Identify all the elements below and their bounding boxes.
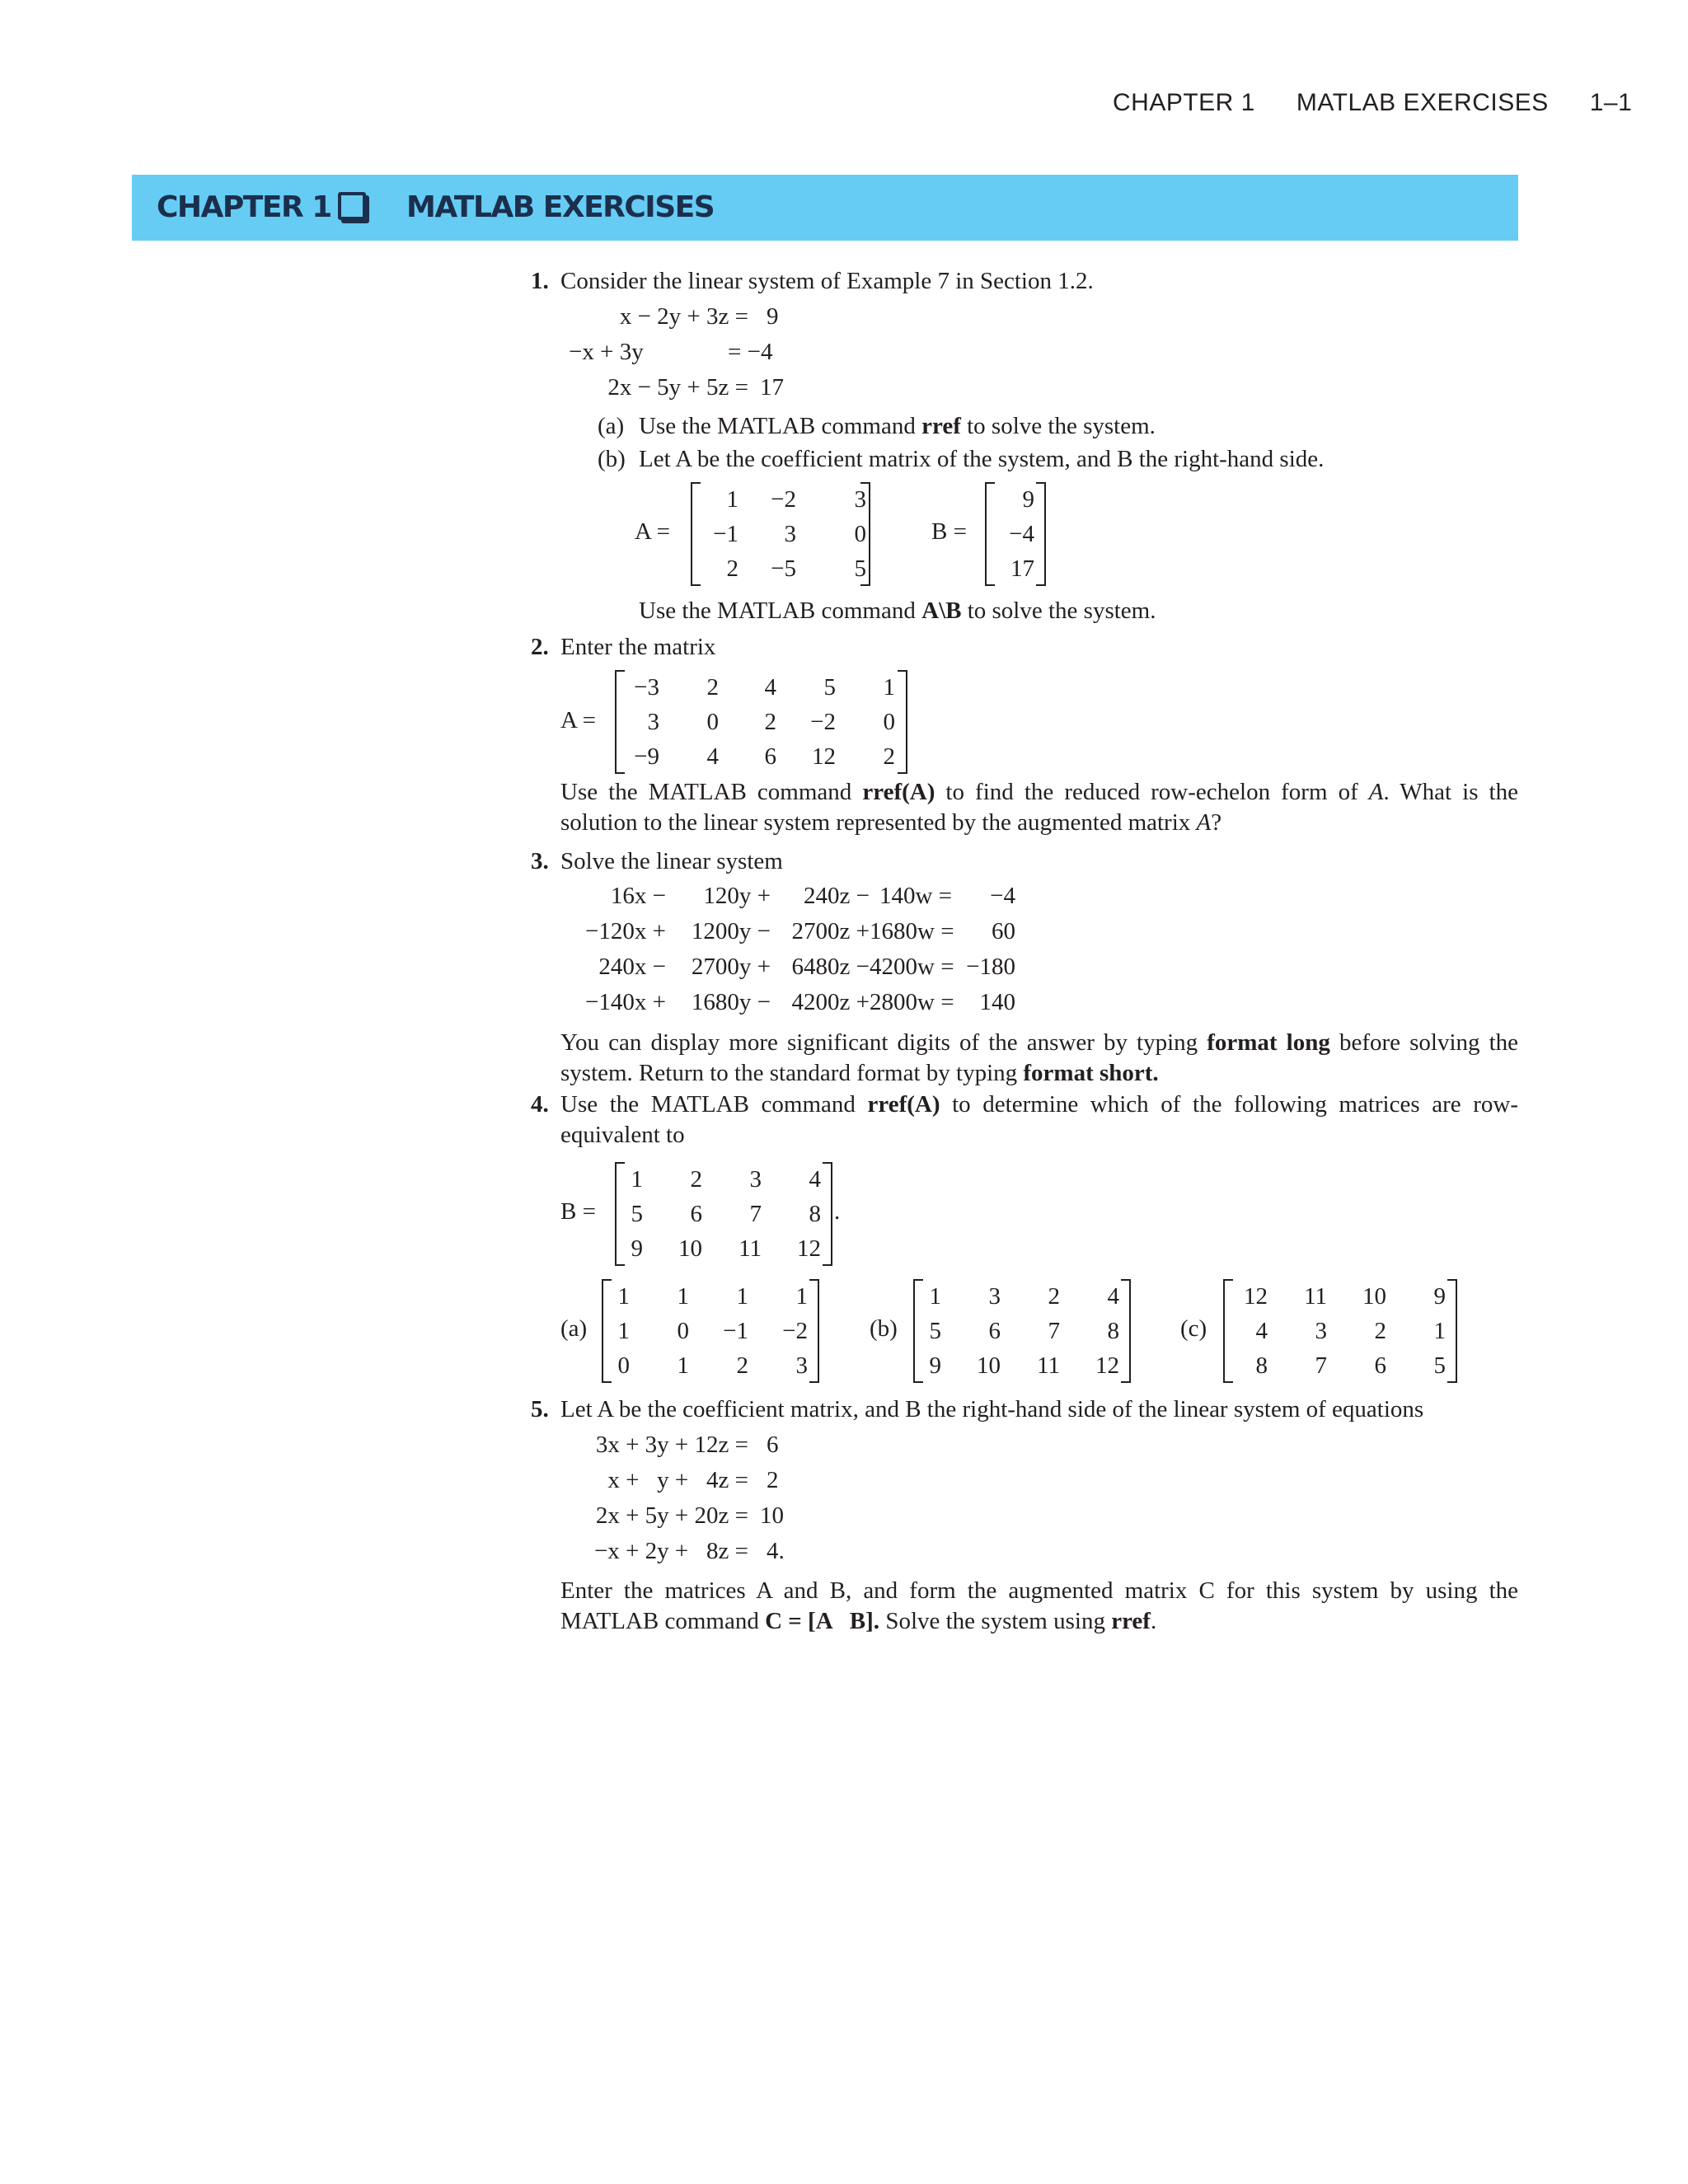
exercise-4-number: 4.: [531, 1091, 549, 1118]
exercise-5-number: 5.: [531, 1396, 549, 1422]
matrix-a: 1 −2 3 −1 3 0 2 −5 5: [691, 482, 866, 586]
exercise-1-intro: Consider the linear system of Example 7 in Section 1.2.: [560, 268, 1094, 294]
equation-lhs: 2x − 5y + 5z =: [607, 374, 748, 401]
equation-rhs: 140: [979, 989, 1015, 1015]
equation-rhs: −180: [966, 954, 1015, 980]
equation-term: 4200w =: [870, 954, 954, 980]
part-b-text: Let A be the coefficient matrix of the system, and B the right-hand side.: [639, 446, 1325, 472]
right-bracket: [809, 1279, 819, 1383]
equation-rhs: = −4: [728, 339, 773, 365]
equation-term: 1680y −: [691, 989, 771, 1015]
option-c-label: (c): [1180, 1315, 1207, 1342]
page-number: 1–1: [1589, 89, 1633, 116]
left-bracket: [1223, 1279, 1233, 1383]
matrix-a-label: A =: [560, 707, 596, 733]
equation-term: 120y +: [703, 883, 771, 909]
running-head: [1071, 89, 1633, 117]
equation-lhs: x − 2y + 3z =: [619, 303, 748, 330]
equation-term: −140x +: [585, 989, 666, 1015]
banner-chapter: CHAPTER 1: [157, 190, 331, 224]
equation-lhs: −x + 3y: [569, 339, 644, 365]
equation-rhs: 4.: [767, 1538, 785, 1564]
equation-rhs: 6: [767, 1432, 779, 1458]
exercise-5-intro: Let A be the coefficient matrix, and B the right-hand side of the linear system of equations: [560, 1396, 1424, 1422]
equation-rhs: 17: [760, 374, 784, 401]
equation-lhs: x + y + 4z =: [607, 1467, 748, 1493]
option-b-matrix: 1 3 2 4 5 6 7 8 9 10 11 12: [913, 1279, 1119, 1383]
right-bracket: [1036, 482, 1046, 586]
equation-term: 16x −: [610, 883, 666, 909]
part-b-label: (b): [598, 446, 626, 472]
exercise-3-intro: Solve the linear system: [560, 848, 783, 874]
checkbox-icon: [338, 192, 366, 220]
running-head-section: MATLAB EXERCISES: [1296, 89, 1549, 116]
option-a-matrix: 1 1 1 1 1 0 −1 −2 0 1 2 3: [602, 1279, 808, 1383]
matrix-b: 1 2 3 4 5 6 7 8 9 10 11 12 .: [615, 1162, 821, 1266]
equation-term: 6480z −: [791, 954, 870, 980]
equation-term: 1200y −: [691, 918, 771, 944]
equation-term: 240z −: [804, 883, 870, 909]
period: .: [834, 1198, 841, 1225]
option-a-label: (a): [560, 1315, 588, 1342]
left-bracket: [691, 482, 701, 586]
equation-term: 140w =: [879, 883, 952, 909]
right-bracket: [823, 1162, 832, 1266]
matrix-b-label: B =: [931, 518, 967, 545]
equation-rhs: 10: [760, 1502, 784, 1529]
banner-title: MATLAB EXERCISES: [406, 190, 715, 224]
equation-term: 2700y +: [691, 954, 771, 980]
option-b-label: (b): [870, 1315, 898, 1342]
exercise-3-text: You can display more significant digits of the answer by typing format long before solving the system. Return to the standard format by typing format short.: [560, 1029, 1519, 1086]
exercise-2-number: 2.: [531, 634, 549, 660]
matrix-b-label: B =: [560, 1198, 596, 1225]
exercise-1-after: Use the MATLAB command A\B to solve the system.: [639, 598, 1156, 624]
equation-term: 1680w =: [870, 918, 954, 944]
matrix-a-label: A =: [635, 518, 670, 545]
right-bracket: [860, 482, 870, 586]
matrix-b: 9 −4 17: [985, 482, 1034, 586]
equation-rhs: −4: [990, 883, 1015, 909]
matrix-a: −3 2 4 5 1 3 0 2 −2 0 −9 4 6 12 2: [615, 670, 895, 774]
right-bracket: [898, 670, 907, 774]
part-a-label: (a): [598, 413, 625, 439]
left-bracket: [615, 1162, 625, 1266]
exercise-3-number: 3.: [531, 848, 549, 874]
chapter-banner: [132, 175, 1518, 241]
left-bracket: [913, 1279, 923, 1383]
exercise-1-number: 1.: [531, 268, 549, 294]
exercise-5-text: Enter the matrices A and B, and form the augmented matrix C for this system by using the MATLAB command C = [A B]. Solve the system using rref.: [560, 1577, 1518, 1634]
right-bracket: [1447, 1279, 1457, 1383]
right-bracket: [1121, 1279, 1131, 1383]
equation-rhs: 2: [767, 1467, 779, 1493]
left-bracket: [985, 482, 995, 586]
equation-lhs: 3x + 3y + 12z =: [595, 1432, 748, 1458]
equation-term: 2700z +: [791, 918, 870, 944]
running-head-chapter: CHAPTER 1: [1113, 89, 1255, 116]
part-a-text: Use the MATLAB command rref to solve the system.: [639, 413, 1156, 439]
left-bracket: [602, 1279, 612, 1383]
equation-lhs: 2x + 5y + 20z =: [595, 1502, 748, 1529]
equation-lhs: −x + 2y + 8z =: [593, 1538, 748, 1564]
equation-rhs: 9: [767, 303, 779, 330]
exercise-2-text: Use the MATLAB command rref(A) to find the reduced row-echelon form of A. What is the solution to the linear system represented by the augmented matrix A?: [560, 779, 1518, 836]
equation-term: 4200z +: [791, 989, 870, 1015]
left-bracket: [615, 670, 625, 774]
option-c-matrix: 12 11 10 9 4 3 2 1 8 7 6 5: [1223, 1279, 1446, 1383]
equation-term: −120x +: [585, 918, 666, 944]
equation-rhs: 60: [992, 918, 1015, 944]
equation-term: 240x −: [598, 954, 666, 980]
exercise-4-text: Use the MATLAB command rref(A) to determine which of the following matrices are row-equivalent to: [560, 1091, 1518, 1148]
equation-term: 2800w =: [870, 989, 954, 1015]
exercise-2-intro: Enter the matrix: [560, 634, 716, 660]
